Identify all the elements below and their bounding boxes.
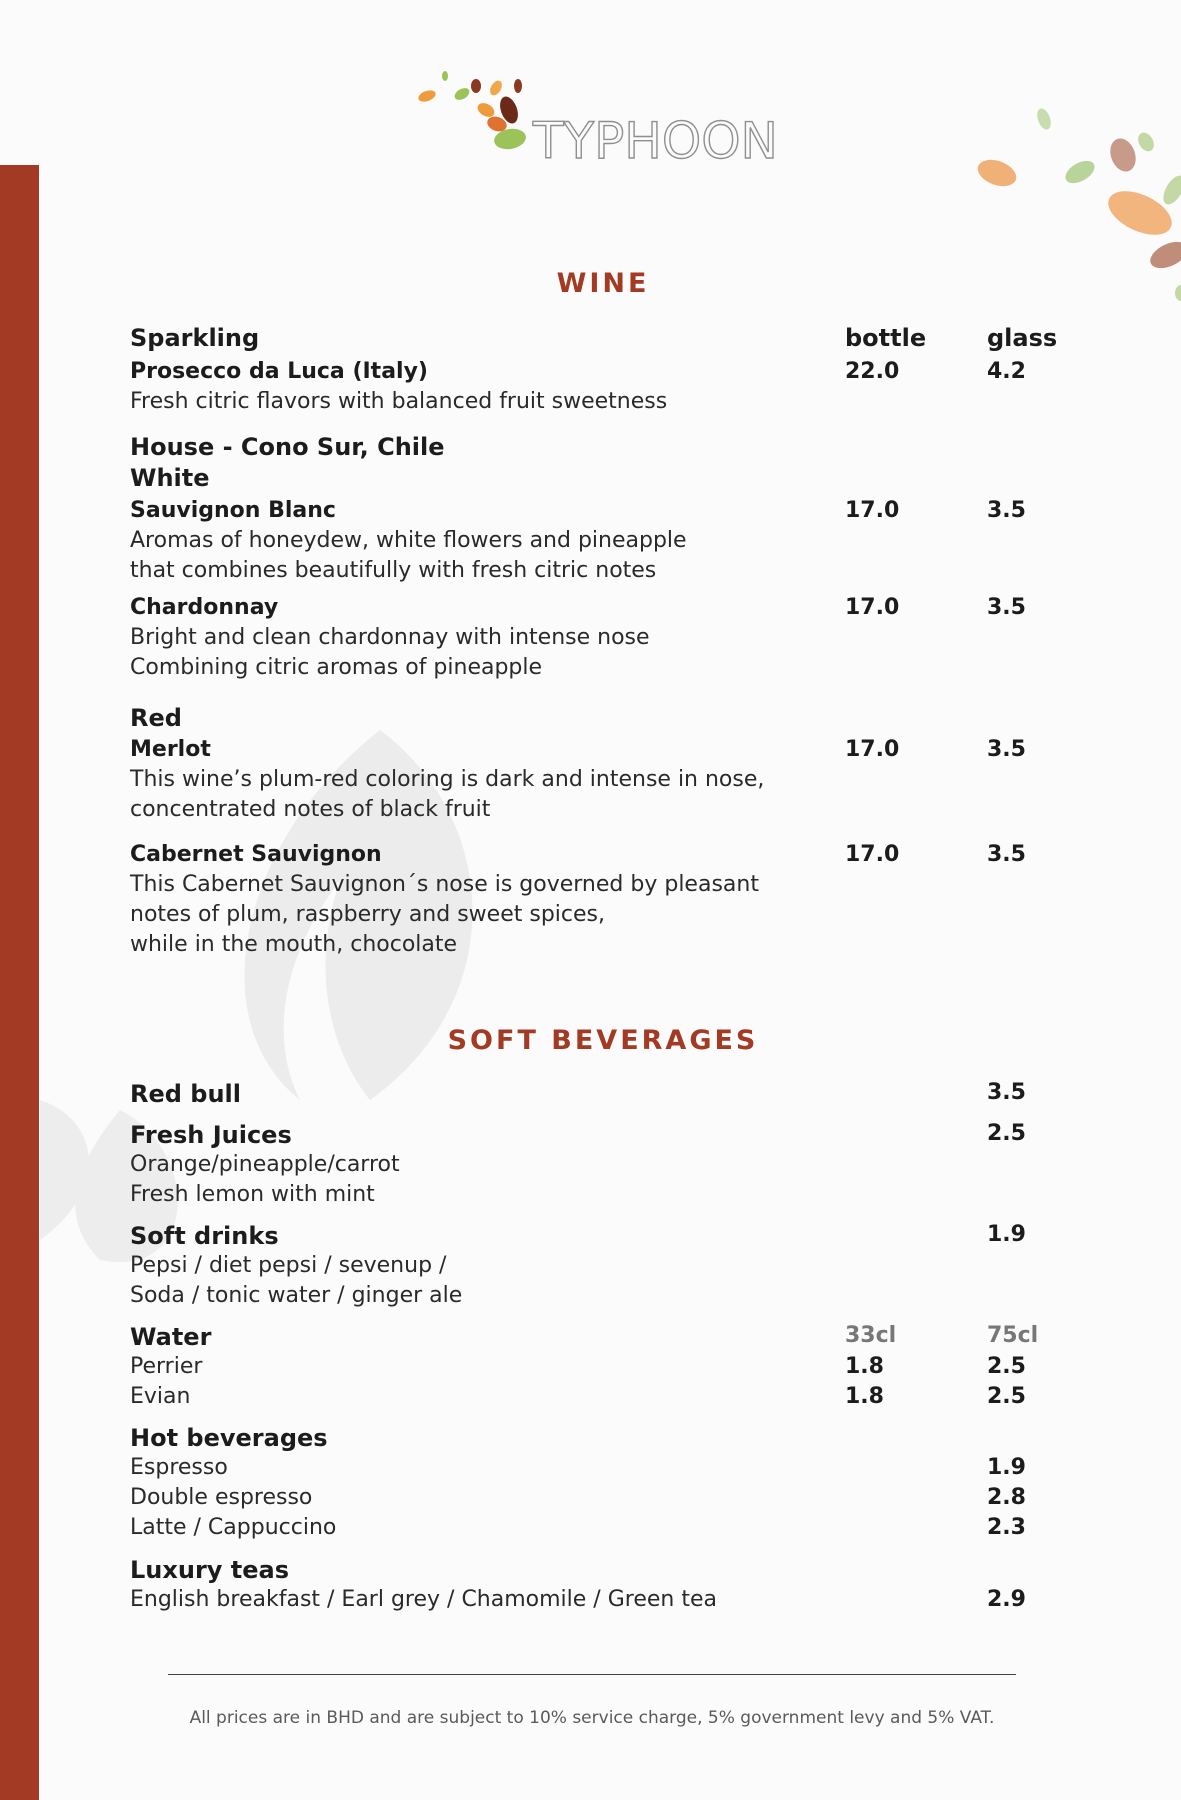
prosecco-glass-price: 4.2 xyxy=(987,359,1026,384)
evian-name: Evian xyxy=(130,1384,191,1409)
water-33cl-header: 33cl xyxy=(845,1323,897,1348)
merlot-description-1: This wine’s plum-red coloring is dark and intense in nose, xyxy=(130,767,765,792)
cabernet-bottle-price: 17.0 xyxy=(845,842,900,867)
evian-75cl-price: 2.5 xyxy=(987,1384,1026,1409)
fresh-juices-name: Fresh Juices xyxy=(130,1121,292,1149)
cabernet-name: Cabernet Sauvignon xyxy=(130,842,382,867)
latte-cappuccino-name: Latte / Cappuccino xyxy=(130,1515,337,1540)
perrier-name: Perrier xyxy=(130,1354,203,1379)
price-footnote: All prices are in BHD and are subject to 10% service charge, 5% government levy and 5% VAT. xyxy=(189,1708,995,1728)
glass-column-header: glass xyxy=(987,324,1058,352)
espresso-name: Espresso xyxy=(130,1455,228,1480)
soft-drinks-price: 1.9 xyxy=(987,1222,1026,1247)
double-espresso-price: 2.8 xyxy=(987,1485,1026,1510)
soft-beverages-section-title: SOFT BEVERAGES xyxy=(447,1025,759,1056)
chardonnay-name: Chardonnay xyxy=(130,595,279,620)
prosecco-bottle-price: 22.0 xyxy=(845,359,900,384)
red-heading: Red xyxy=(130,704,182,732)
chardonnay-bottle-price: 17.0 xyxy=(845,595,900,620)
sauvignon-blanc-description-2: that combines beautifully with fresh citric notes xyxy=(130,558,657,583)
luxury-teas-description: English breakfast / Earl grey / Chamomile / Green tea xyxy=(130,1587,717,1612)
sauvignon-blanc-name: Sauvignon Blanc xyxy=(130,498,336,523)
cabernet-description-1: This Cabernet Sauvignon´s nose is governed by pleasant xyxy=(130,872,759,897)
perrier-75cl-price: 2.5 xyxy=(987,1354,1026,1379)
perrier-33cl-price: 1.8 xyxy=(845,1354,884,1379)
evian-33cl-price: 1.8 xyxy=(845,1384,884,1409)
prosecco-description: Fresh citric flavors with balanced fruit sweetness xyxy=(130,389,668,414)
sauvignon-blanc-glass-price: 3.5 xyxy=(987,498,1026,523)
luxury-teas-price: 2.9 xyxy=(987,1587,1026,1612)
luxury-teas-name: Luxury teas xyxy=(130,1556,290,1584)
red-bull-price: 3.5 xyxy=(987,1080,1026,1105)
chardonnay-description-2: Combining citric aromas of pineapple xyxy=(130,655,543,680)
fresh-juices-description-1: Orange/pineapple/carrot xyxy=(130,1152,400,1177)
soft-drinks-description-1: Pepsi / diet pepsi / sevenup / xyxy=(130,1253,447,1278)
prosecco-name: Prosecco da Luca (Italy) xyxy=(130,359,428,384)
typhoon-logo xyxy=(415,62,778,212)
hot-beverages-name: Hot beverages xyxy=(130,1424,328,1452)
bottle-column-header: bottle xyxy=(845,324,927,352)
side-accent-bar xyxy=(0,165,39,1800)
soft-drinks-description-2: Soda / tonic water / ginger ale xyxy=(130,1283,463,1308)
merlot-description-2: concentrated notes of black fruit xyxy=(130,797,491,822)
sauvignon-blanc-description-1: Aromas of honeydew, white flowers and pineapple xyxy=(130,528,687,553)
fresh-juices-description-2: Fresh lemon with mint xyxy=(130,1182,375,1207)
cabernet-glass-price: 3.5 xyxy=(987,842,1026,867)
chardonnay-glass-price: 3.5 xyxy=(987,595,1026,620)
latte-cappuccino-price: 2.3 xyxy=(987,1515,1026,1540)
soft-drinks-name: Soft drinks xyxy=(130,1222,279,1250)
cabernet-description-3: while in the mouth, chocolate xyxy=(130,932,458,957)
footer-divider xyxy=(168,1674,1016,1675)
chardonnay-description-1: Bright and clean chardonnay with intense nose xyxy=(130,625,650,650)
wine-section-title: WINE xyxy=(556,268,650,299)
cabernet-description-2: notes of plum, raspberry and sweet spices, xyxy=(130,902,605,927)
house-heading: House - Cono Sur, Chile xyxy=(130,433,445,461)
double-espresso-name: Double espresso xyxy=(130,1485,313,1510)
merlot-name: Merlot xyxy=(130,737,211,762)
logo-wordmark: TYPHOON xyxy=(533,112,778,170)
red-bull-name: Red bull xyxy=(130,1080,242,1108)
sparkling-heading: Sparkling xyxy=(130,324,260,352)
merlot-bottle-price: 17.0 xyxy=(845,737,900,762)
espresso-price: 1.9 xyxy=(987,1455,1026,1480)
fresh-juices-price: 2.5 xyxy=(987,1121,1026,1146)
sauvignon-blanc-bottle-price: 17.0 xyxy=(845,498,900,523)
water-name: Water xyxy=(130,1323,212,1351)
white-heading: White xyxy=(130,464,210,492)
water-75cl-header: 75cl xyxy=(987,1323,1039,1348)
merlot-glass-price: 3.5 xyxy=(987,737,1026,762)
